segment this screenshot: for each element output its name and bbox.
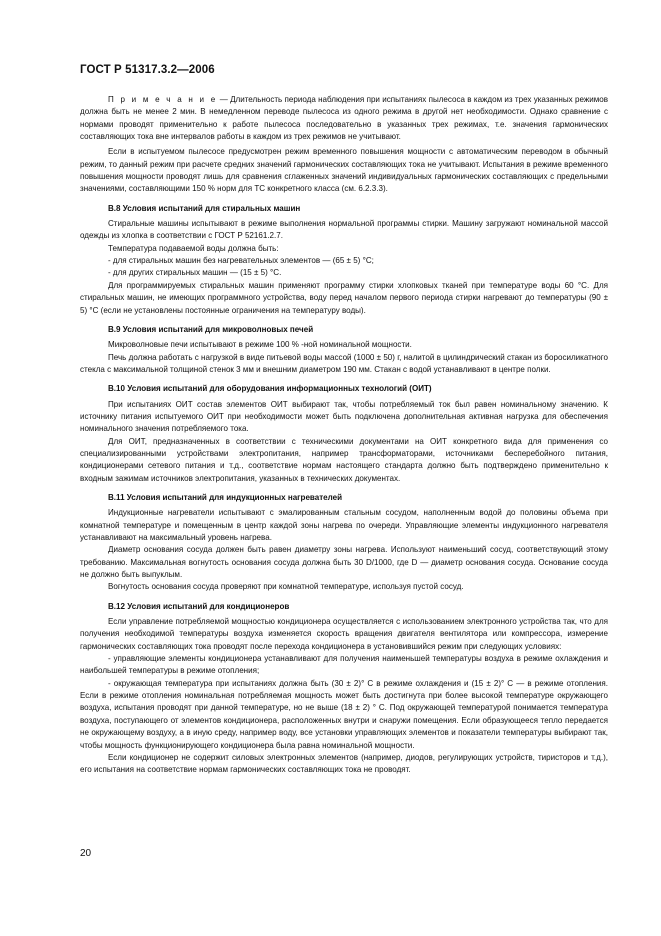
body-paragraph: Стиральные машины испытывают в режиме выполнения нормальной программы стирки. Машину загружают номинальной массой одежды из хлопка в соответствии с ГОСТ Р 52161.2.7. <box>80 219 608 241</box>
body-paragraph: Температура подаваемой воды должна быть: <box>108 243 279 253</box>
body-paragraph: Если кондиционер не содержит силовых электронных элементов (например, диодов, регулирующих устройств, тиристоров и т.д.), его испытания на соответствие нормам гармонических составляющих тока не проводят. <box>80 752 608 775</box>
body-paragraph: Диаметр основания сосуда должен быть равен диаметру зоны нагрева. Используют наименьший сосуд, соответствующий этому требованию. Максимальная вогнутость основания сосуда должна быть 30 D/1000, где D — диаметр основания сосуда. Основание сосуда не должно быть выпуклым. <box>80 545 608 580</box>
note-paragraph <box>80 94 608 143</box>
section-heading: В.12 Условия испытаний для кондиционеров <box>108 601 290 611</box>
section-heading: В.10 Условия испытаний для оборудования информационных технологий (ОИТ) <box>108 384 432 394</box>
section-heading: В.11 Условия испытаний для индукционных нагревателей <box>108 492 343 502</box>
note-label: П р и м е ч а н и е <box>108 95 218 104</box>
section-heading: В.9 Условия испытаний для микроволновых печей <box>108 324 314 334</box>
body-paragraph: Если в испытуемом пылесосе предусмотрен режим временного повышения мощности с автоматическим переводом в обычный режим, то данный режим при расчете средних значений гармонических составляющих тока не учитывают. Испытания в режиме временного повышения мощности проводят лишь для сравнения сглаженных значений индивидуальных гармонических составляющих с предельными значениями, составляющими 150 % норм для ТС конкретного класса (см. 6.2.3.3). <box>80 147 608 194</box>
body-paragraph: Печь должна работать с нагрузкой в виде питьевой воды массой (1000 ± 50) г, налитой в цилиндрический стакан из боросиликатного стекла с максимальной толщиной стенок 3 мм и внешним диаметром 190 мм. Стакан с водой устанавливают в центре полки. <box>80 352 608 374</box>
body-paragraph: Микроволновые печи испытывают в режиме 100 % -ной номинальной мощности. <box>108 340 412 350</box>
body-paragraph: Вогнутость основания сосуда проверяют при комнатной температуре, используя пустой сосуд. <box>108 582 464 592</box>
section-heading: В.8 Условия испытаний для стиральных машин <box>108 203 301 213</box>
body-paragraph: При испытаниях ОИТ состав элементов ОИТ выбирают так, чтобы потребляемый ток был равен номинальному значению. К источнику питания испытуемого ОИТ при необходимости может быть подключена дополнительная активная нагрузка для обеспечения номинального значения потребляемого тока. <box>80 399 608 434</box>
document-body <box>80 94 608 777</box>
body-paragraph: - для стиральных машин без нагревательных элементов — (65 ± 5) °С; <box>108 256 374 266</box>
note-text: — Длительность периода наблюдения при испытаниях пылесоса в каждом из трех указанных режимов должна быть не менее 2 мин. В немедленном переводе пылесоса из одного режима в другой нет необходимости. Однако сравнение с нормами проводят применительно к работе пылесоса последовательно в указанных трех режимах, т.е. значения гармонических составляющих тока вне интервалов работы в каждом из трех режимов не учитывают. <box>80 95 609 142</box>
body-paragraph: - окружающая температура при испытаниях должна быть (30 ± 2)° С в режиме охлаждения и (15 ± 2)° С — в режиме отопления. Если в режиме отопления номинальная потребляемая мощность может быть достигнута при более высокой температуре окружающего воздуха, испытания проводят при данной температуре, но не выше (18 ± 2) ° С. Под окружающей температурой понимается температура воздуха, поступающего от элементов кондиционера, расположенных внутри и снаружи помещения. Если образующееся тепло передается не окружающему воздуху, а в иную среду, например воду, все установки управляющих элементов и показатели температуры выбирают так, чтобы мощность функционирующего кондиционера была равна номинальной мощности. <box>80 678 608 750</box>
body-paragraph: - управляющие элементы кондиционера устанавливают для получения наименьшей температуры воздуха в режиме охлаждения и наибольшей температуры в режиме отопления; <box>80 654 608 676</box>
body-paragraph: Для ОИТ, предназначенных в соответствии с техническими документами на ОИТ конкретного вида для применения со специализированными устройствами электропитания, например трансформаторами, источниками бесперебойного питания, кондиционерами сетевого питания и т.д., соответствие нормам настоящего стандарта должно быть подтверждено применительно к входным зажимам источников электропитания, указанных в технических документах. <box>80 436 608 483</box>
body-paragraph: Индукционные нагреватели испытывают с эмалированным стальным сосудом, наполненным водой до половины объема при комнатной температуре и помещенным в центр каждой зоны нагрева по очереди. Управляющие элементы индукционного нагревателя устанавливают на максимальный уровень нагрева. <box>80 508 608 542</box>
body-paragraph: Для программируемых стиральных машин применяют программу стирки хлопковых тканей при температуре воды 60 °С. Для стиральных машин, не имеющих программного устройства, воду перед началом первого периода стирки нагревают до температуры (90 ± 5) °С (если не установлены постоянные ограничения на температуру воды). <box>80 280 608 315</box>
page-number: 20 <box>80 848 92 859</box>
body-paragraph: - для других стиральных машин — (15 ± 5) °С. <box>108 268 282 278</box>
body-paragraph: Если управление потребляемой мощностью кондиционера осуществляется с использованием электронного устройства так, что для получения необходимой температуры воздуха изменяется скорость вращения двигателя вентилятора или компрессора, измерение гармонических составляющих тока проводят после перехода кондиционера в установившийся режим при следующих условиях: <box>80 617 608 651</box>
document-header: ГОСТ Р 51317.3.2—2006 <box>80 64 215 76</box>
